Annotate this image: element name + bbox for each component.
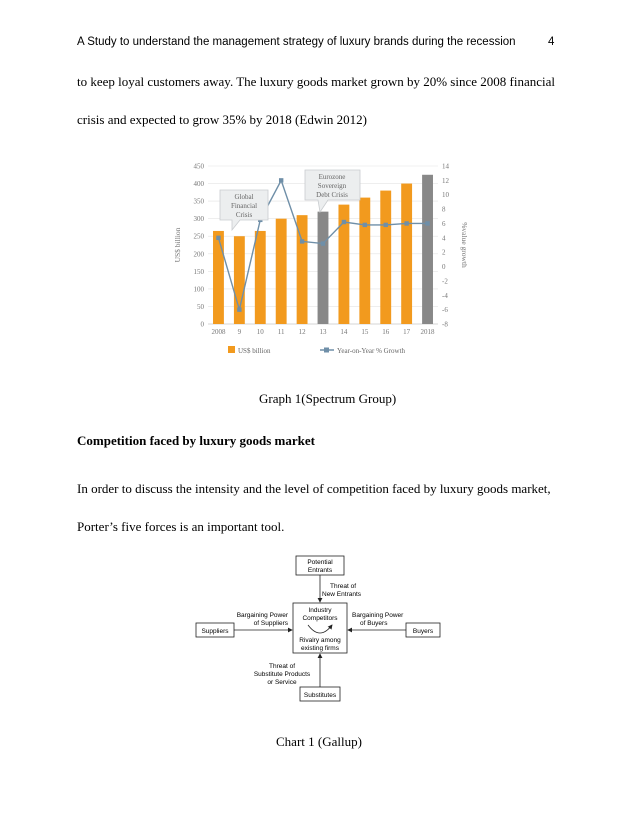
svg-text:Competitors: Competitors [302, 615, 338, 622]
bar-2018 [422, 175, 433, 324]
y-tick-label: 350 [193, 197, 204, 206]
legend-label-line: Year-on-Year % Growth [337, 347, 406, 355]
y-tick-label: 100 [193, 285, 204, 294]
y2-tick-label: 10 [442, 191, 449, 200]
y2-tick-label: 0 [442, 263, 446, 272]
growth-point-16 [384, 223, 388, 227]
label-power-suppliers: of Suppliers [253, 620, 288, 627]
growth-point-12 [300, 239, 304, 243]
label-threat-substitutes: Threat of [268, 663, 296, 670]
annotation-global-financial-crisis [220, 190, 268, 230]
box-buyers [406, 623, 440, 637]
svg-text:Entrants: Entrants [307, 567, 333, 574]
y-tick-label: 450 [193, 162, 204, 171]
growth-point-17 [404, 221, 408, 225]
porters-five-forces-diagram [190, 553, 450, 713]
x-tick-label: 14 [340, 328, 348, 336]
box-potential-entrants [296, 556, 344, 575]
y2-tick-label: 6 [442, 219, 446, 228]
annotation-line: Debt Crisis [316, 191, 348, 199]
section-heading: Competition faced by luxury goods market [77, 433, 315, 448]
annotation-eurozone-debt-crisis [305, 170, 360, 212]
y2-tick-label: -2 [442, 277, 448, 286]
growth-point-15 [363, 223, 367, 227]
paragraph-line: Porter’s five forces is an important tool. [77, 519, 285, 534]
running-header: A Study to understand the management strategy of luxury brands during the recession [77, 36, 516, 48]
paragraph-line: In order to discuss the intensity and the level of competition faced by luxury goods market, [77, 481, 551, 496]
y2-tick-label: -8 [442, 320, 448, 329]
label-threat-substitutes: or Service [267, 679, 297, 686]
y2-tick-label: 2 [442, 248, 446, 257]
y2-tick-label: 8 [442, 205, 446, 214]
x-tick-label: 10 [256, 328, 264, 336]
annotation-line: Crisis [235, 211, 253, 219]
y2-axis-title: %value growth [460, 222, 469, 268]
y-tick-label: 400 [193, 180, 204, 189]
svg-text:Substitutes: Substitutes [303, 692, 337, 699]
label-power-buyers: of Buyers [360, 620, 388, 627]
y2-tick-label: 14 [442, 162, 449, 171]
page-number: 4 [548, 36, 555, 48]
x-tick-label: 16 [382, 328, 390, 336]
svg-text:Rivalry among: Rivalry among [299, 637, 341, 644]
y-tick-label: 300 [193, 215, 204, 224]
annotation-line: Eurozone [318, 173, 346, 181]
legend-swatch-bar [228, 346, 235, 353]
x-tick-label: 12 [298, 328, 306, 336]
x-tick-label: 13 [319, 328, 327, 336]
svg-text:Suppliers: Suppliers [201, 628, 229, 635]
svg-text:Industry: Industry [308, 607, 332, 614]
label-threat-new-entrants: Threat of [330, 583, 357, 590]
y-tick-label: 50 [197, 302, 204, 311]
paragraph-line: to keep loyal customers away. The luxury goods market grown by 20% since 2008 financial [77, 74, 555, 89]
annotation-line: Sovereign [317, 182, 347, 190]
box-substitutes [300, 687, 340, 701]
y2-tick-label: -4 [442, 291, 448, 300]
x-tick-label: 11 [277, 328, 285, 336]
bar-13 [318, 212, 329, 324]
y2-tick-label: 4 [442, 234, 446, 243]
market-growth-chart [168, 158, 468, 363]
box-industry-competitors [293, 603, 347, 653]
growth-point-2018 [425, 221, 429, 225]
bar-17 [401, 184, 412, 324]
chart-legend [228, 346, 406, 355]
y2-tick-label: -6 [442, 306, 448, 315]
box-suppliers [196, 623, 234, 637]
y-tick-label: 200 [193, 250, 204, 259]
label-threat-substitutes: Substitute Products [253, 671, 311, 678]
growth-point-11 [279, 178, 283, 182]
x-tick-label: 15 [361, 328, 369, 336]
y-axis-title: US$ billion [173, 227, 182, 263]
growth-point-9 [237, 307, 241, 311]
chart-caption: Chart 1 (Gallup) [276, 734, 362, 749]
growth-point-2008 [216, 236, 220, 240]
legend-label-bar: US$ billion [238, 347, 271, 355]
bar-2008 [213, 231, 224, 324]
y-tick-label: 150 [193, 267, 204, 276]
y2-tick-label: 12 [442, 176, 449, 185]
label-power-buyers: Bargaining Power [352, 612, 404, 619]
annotation-line: Global [234, 193, 254, 201]
growth-point-13 [321, 241, 325, 245]
y-tick-label: 0 [200, 320, 204, 329]
growth-point-14 [342, 220, 346, 224]
svg-text:Potential: Potential [307, 559, 333, 566]
graph-caption: Graph 1(Spectrum Group) [259, 391, 397, 406]
label-threat-new-entrants: New Entrants [322, 591, 362, 598]
bar-10 [255, 231, 266, 324]
x-tick-label: 9 [237, 328, 242, 336]
bar-11 [276, 219, 287, 324]
x-tick-label: 2008 [211, 328, 226, 336]
annotation-line: Financial [230, 202, 258, 210]
y-tick-label: 250 [193, 232, 204, 241]
bar-16 [380, 191, 391, 324]
svg-text:Buyers: Buyers [412, 628, 434, 635]
paragraph-line: crisis and expected to grow 35% by 2018 (Edwin 2012) [77, 112, 367, 127]
x-tick-label: 2018 [420, 328, 435, 336]
bar-15 [359, 198, 370, 324]
label-power-suppliers: Bargaining Power [236, 612, 288, 619]
svg-text:existing firms: existing firms [301, 645, 339, 652]
x-tick-label: 17 [403, 328, 411, 336]
